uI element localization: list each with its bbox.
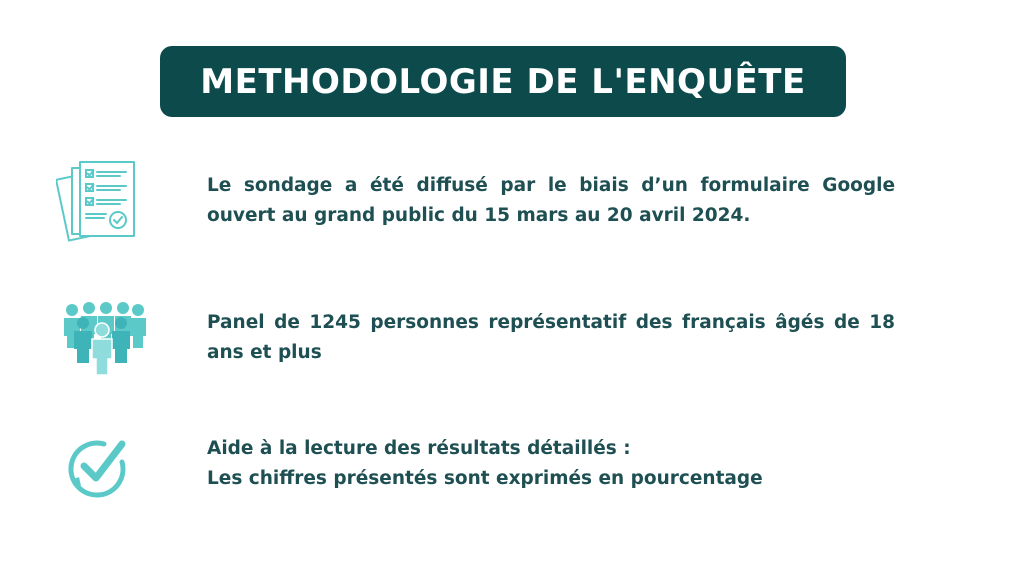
page-title: METHODOLOGIE DE L'ENQUÊTE: [200, 61, 806, 102]
methodology-item-survey: [0, 160, 1024, 250]
title-banner: [160, 46, 846, 117]
check-circle-icon: [68, 436, 136, 500]
methodology-item-reading-guide: [0, 432, 1024, 512]
survey-documents-icon: [56, 160, 140, 242]
methodology-text-survey: Le sondage a été diffusé par le biais d’un formulaire Google ouvert au grand public du 15 mars au 20 avril 2024.: [207, 175, 895, 226]
reading-guide-line-1: Aide à la lecture des résultats détaillés :: [207, 438, 631, 459]
methodology-item-panel: [0, 300, 1024, 390]
methodology-text-panel: Panel de 1245 personnes représentatif des français âgés de 18 ans et plus: [207, 312, 895, 363]
reading-guide-line-2: Les chiffres présentés sont exprimés en pourcentage: [207, 468, 763, 489]
methodology-text-reading-guide: [207, 434, 895, 494]
people-panel-icon: [60, 300, 146, 376]
